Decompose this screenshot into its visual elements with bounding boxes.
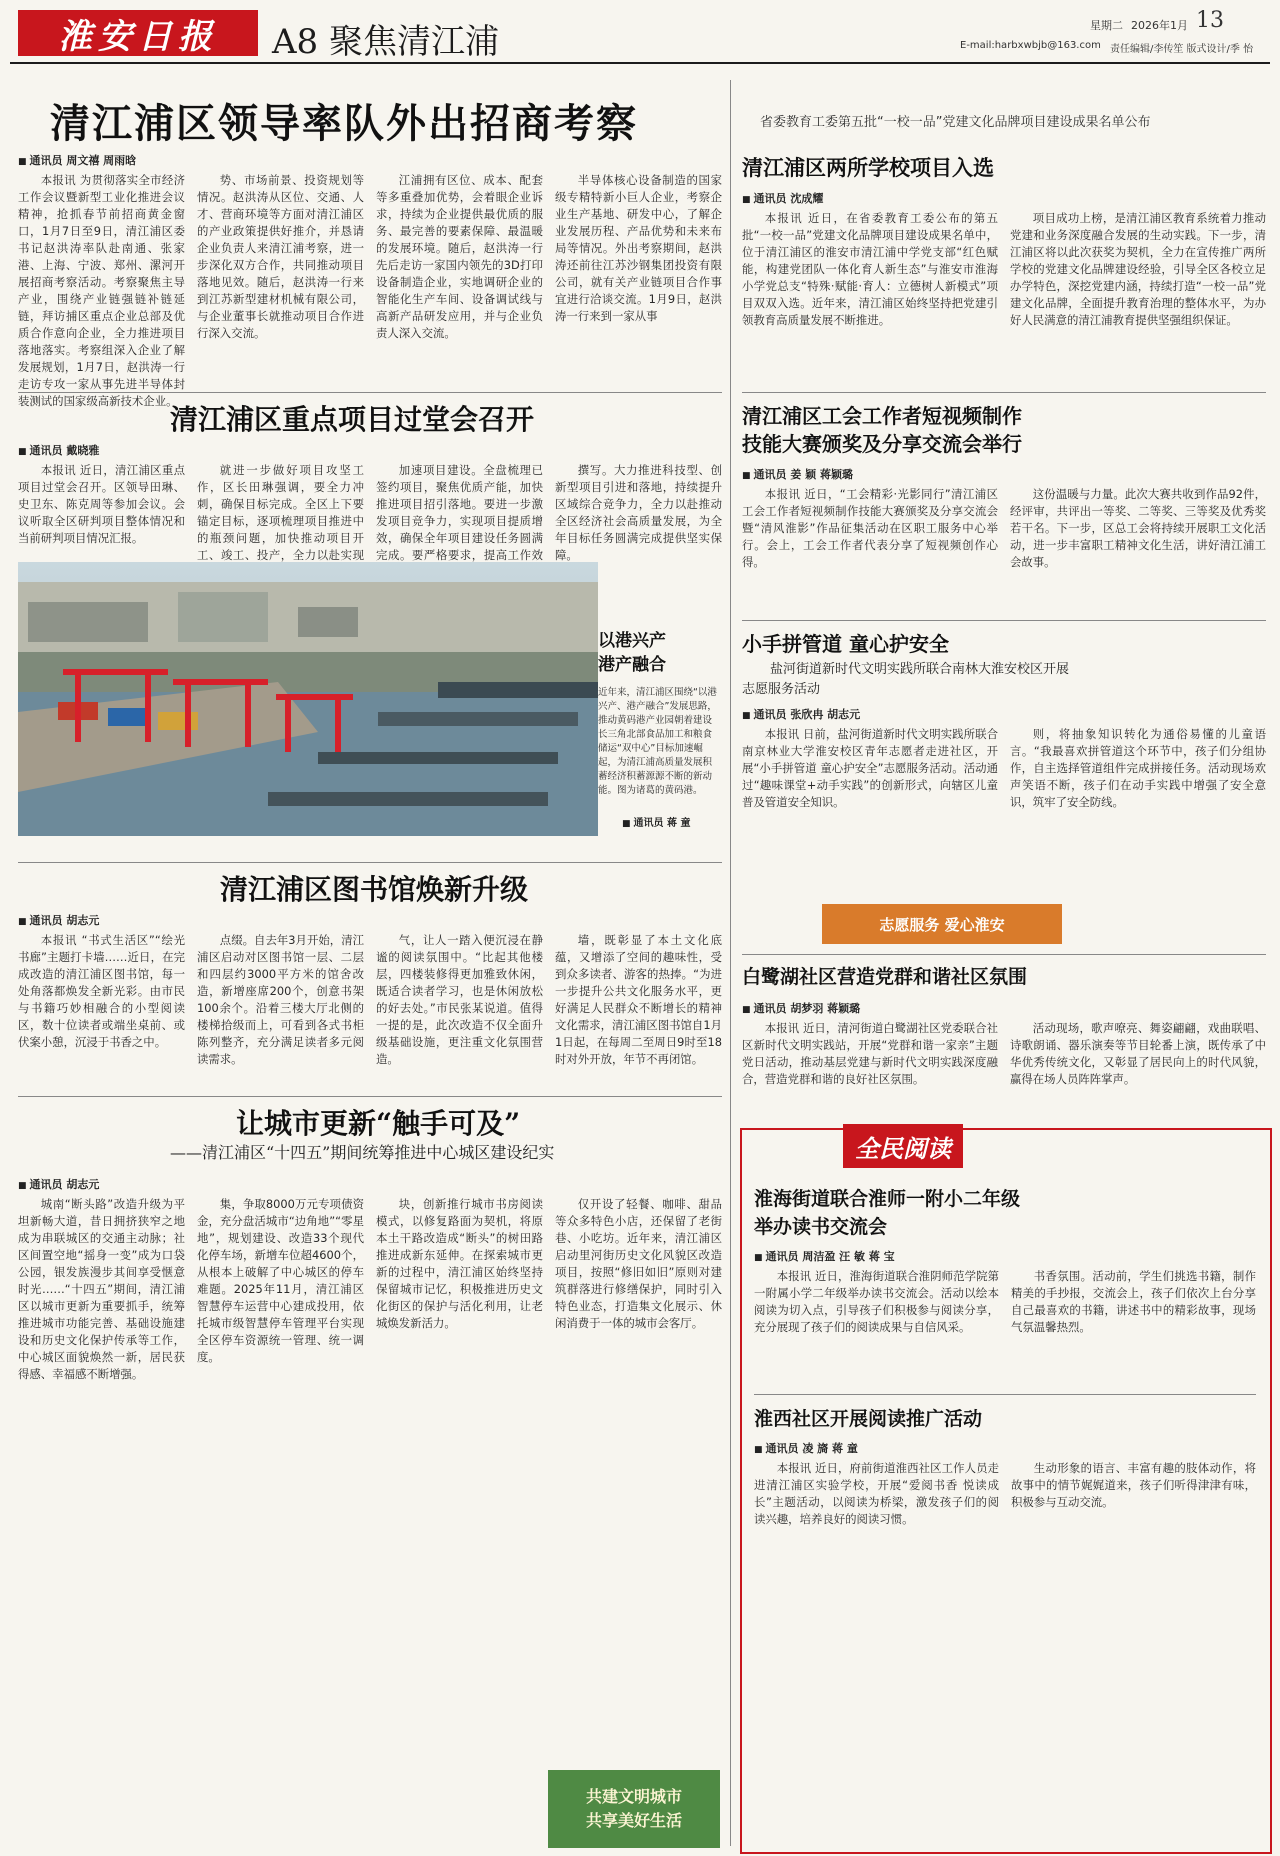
right1-kicker: 省委教育工委第五批“一校一品”党建文化品牌项目建设成果名单公布: [760, 115, 1151, 130]
reading1-byline: ■ 通讯员 周洁盈 汪 敏 蒋 宝: [754, 1248, 895, 1264]
article3-byline: ■ 通讯员 胡志元: [18, 912, 99, 928]
article2-col: 本报讯 近日，清江浦区重点项目过堂会召开。区领导田琳、史卫东、陈克周等参加会议。会议听取全区研判项目整体情况和当前研判项目情况汇报。: [18, 463, 185, 545]
reading1-headline-line2: 举办读书交流会: [754, 1216, 888, 1238]
right4-col: 本报讯 近日，清河街道白鹭湖社区党委联合社区新时代文明实践站，开展“党群和谐一家亲”主题党日活动，推动基层党建与新时代文明实践深度融合，营造党群和谐的良好社区氛围。: [742, 1021, 998, 1086]
right4-col: 活动现场，歌声嘹亮、舞姿翩翩，戏曲联唱、诗歌朗诵、器乐演奏等节目轮番上演，既传承了中华优秀传统文化，又彰显了居民向上的时代风貌，赢得在场人员阵阵掌声。: [1010, 1021, 1266, 1086]
section-divider: [18, 862, 722, 863]
article3-col: 气，让人一踏入便沉浸在静谧的阅读氛围中。“比起其他楼层，四楼装修得更加雅致休闲，既适合读者学习，也是休闲放松的好去处。”市民张某说道。值得一提的是，此次改造不仅全面升级基础设施，更注重文化氛围营造。: [376, 933, 543, 1066]
photo-title-line2: 港产融合: [598, 655, 666, 675]
right4-byline: ■ 通讯员 胡梦羽 蒋颖璐: [742, 1000, 860, 1016]
volunteer-banner: 志愿服务 爱心淮安: [822, 904, 1062, 944]
reading2-col: 生动形象的语言、丰富有趣的肢体动作，将故事中的情节娓娓道来，孩子们听得津津有味，积极参与互动交流。: [1011, 1461, 1256, 1509]
newspaper-logo: [18, 10, 258, 56]
masthead: [0, 0, 1280, 62]
article3-headline: 清江浦区图书馆焕新升级: [220, 873, 529, 906]
newspaper-name: 淮安日报: [58, 16, 218, 57]
article1-headline: 清江浦区领导率队外出招商考察: [50, 100, 638, 147]
right2-byline: ■ 通讯员 姜 颖 蒋颖璐: [742, 466, 853, 482]
article1-byline: ■ 通讯员 周文禧 周雨晗: [18, 152, 136, 168]
article2-headline: 清江浦区重点项目过堂会召开: [170, 403, 535, 436]
right1-byline: ■ 通讯员 沈成耀: [742, 190, 823, 206]
weekday: 星期二: [1090, 19, 1123, 32]
article1-body: [18, 172, 722, 408]
article4-byline: ■ 通讯员 胡志元: [18, 1176, 99, 1192]
reading1-col: 本报讯 近日，淮海街道联合淮阴师范学院第一附属小学二年级举办读书交流会。活动以绘本阅读为切入点，引导孩子们积极参与阅读分享，充分展现了孩子们的阅读成果与自信风采。: [754, 1269, 999, 1334]
article3-col: 墙，既彰显了本土文化底蕴，又增添了空间的趣味性，受到众多读者、游客的热捧。“为进一步提升公共文化服务水平，更好满足人民群众不断增长的精神文化需求，清江浦区图书馆自1月1日起，在每周二至周日9时至18时对外开放，年节不再闭馆。: [555, 933, 722, 1066]
article3-col: 本报讯 “书式生活区”“绘光书廊”主题打卡墙……近日，在完成改造的清江浦区图书馆，每一处角落都焕发全新光彩。由市民与书籍巧妙相融合的小型阅读区，数十位读者或端坐桌前、或伏案小憩，沉浸于书香之中。: [18, 933, 185, 1049]
reading1-body: [754, 1268, 1256, 1388]
page-section-label: A8 聚焦清江浦: [272, 22, 499, 62]
right2-body: [742, 486, 1266, 616]
reading2-body: [754, 1460, 1256, 1840]
date: 2026年1月: [1131, 19, 1188, 32]
article2-col: 撰写。大力推进科技型、创新型项目引进和落地，持续提升区域综合竞争力，全力以赴推动全区经济社会高质量发展，为全年目标任务圆满完成提供坚实保障。: [555, 463, 722, 562]
right3-col: 本报讯 日前，盐河街道新时代文明实践所联合南京林业大学淮安校区青年志愿者走进社区，开展“小手拼管道 童心护安全”志愿服务活动。活动通过“趣味课堂+动手实践”的创新形式，向辖区儿童普及管道安全知识。: [742, 727, 998, 809]
section-divider: [18, 392, 722, 393]
photo-caption: [598, 562, 722, 836]
article4-col: 城南“断头路”改造升级为平坦新畅大道，昔日拥挤狭窄之地成为串联城区的交通主动脉；社区间置空地“摇身一变”成为口袋公园，银发族漫步其间享受惬意时光……“十四五”期间，清江浦区以城市更新为重要抓手，统筹推进城市功能完善、基础设施建设和历史文化保护传承等工作，中心城区面貌焕然一新，居民获得感、幸福感不断增强。: [18, 1197, 185, 1381]
article3-body: [18, 932, 722, 1088]
right4-body: [742, 1020, 1266, 1116]
civilization-banner: [548, 1770, 720, 1848]
page-number: 13: [1196, 8, 1224, 33]
article4-body: [18, 1196, 722, 1762]
right3-headline: 小手拼管道 童心护安全: [742, 632, 949, 656]
article3-col: 点缀。自去年3月开始，清江浦区启动对区图书馆一层、二层和四层约3000平方米的馆舍改造，新增座席200个，创意书架100余个。沿着三楼大厅北侧的楼梯拾级而上，可看到各式书柜陈列整齐，充分满足读者多元阅读需求。: [197, 933, 364, 1066]
right2-col: 本报讯 近日，“工会精彩·光影同行”清江浦区工会工作者短视频制作技能大赛颁奖及分享交流会暨“清风淮影”作品征集活动在区职工服务中心举行。会上，工会工作者代表分享了短视频创作心得。: [742, 487, 998, 569]
article1-col: 本报讯 为贯彻落实全市经济工作会议暨新型工业化推进会议精神，抢抓春节前招商黄金窗口，1月7日至9日，清江浦区委书记赵洪涛率队赴南通、张家港、上海、宁波、郑州、漯河开展招商考察活动。考察聚焦主导产业，围绕产业链强链补链延链，拜访捕区重点企业总部及优质合作意向企业，全力推进项目落地落实。考察组深入企业了解发展规划，1月7日，赵洪涛一行走访专攻一家从事先进半导体封装测试的国家级高新技术企业。: [18, 173, 185, 408]
right3-byline: ■ 通讯员 张欣冉 胡志元: [742, 706, 860, 722]
article4-subtitle: ——清江浦区“十四五”期间统筹推进中心城区建设纪实: [170, 1143, 555, 1162]
reading2-col: 本报讯 近日，府前街道淮西社区工作人员走进清江浦区实验学校，开展“爱阅书香 悦读成长”主题活动，以阅读为桥梁，激发孩子们的阅读兴趣，培养良好的阅读习惯。: [754, 1461, 999, 1526]
right1-body: [742, 210, 1266, 388]
issue-date: [1090, 8, 1224, 33]
right3-subtitle-line1: 盐河街道新时代文明实践所联合南林大淮安校区开展: [770, 662, 1070, 677]
port-photo-illustration: [18, 562, 598, 836]
civ-banner-line1: 共建文明城市: [585, 1787, 682, 1806]
article2-col: 就进一步做好项目攻坚工作，区长田琳强调，要全力冲刺，确保目标完成。全区上下要锚定目标，逐项梳理项目推进中的瓶颈问题，加快推动项目开工、竣工、投产，全力以赴实现: [197, 463, 364, 562]
right2-headline-line1: 清江浦区工会工作者短视频制作: [742, 404, 1022, 428]
port-photo: [18, 562, 598, 836]
section-divider: [742, 954, 1266, 955]
section-divider: [742, 392, 1266, 393]
contact-email: E-mail:harbxwbjb@163.com: [960, 40, 1101, 51]
right3-body: [742, 726, 1266, 896]
article2-byline: ■ 通讯员 戴晓雅: [18, 442, 99, 458]
right3-subtitle-line2: 志愿服务活动: [742, 682, 821, 697]
photo-title-line1: 以港兴产: [598, 631, 666, 651]
reading2-byline: ■ 通讯员 凌 旖 蒋 童: [754, 1440, 858, 1456]
right1-headline: 清江浦区两所学校项目入选: [742, 155, 994, 180]
civ-banner-line2: 共享美好生活: [585, 1811, 682, 1830]
article4-headline: 让城市更新“触手可及”: [236, 1107, 521, 1140]
reading1-headline-line1: 淮海街道联合淮师一附小二年级: [754, 1188, 1021, 1210]
column-divider: [730, 80, 731, 1846]
editor-credits: 责任编辑/李传笙 版式设计/季 怡: [1110, 44, 1254, 55]
reading-badge: 全民阅读: [843, 1124, 963, 1168]
article4-col: 块，创新推行城市书房阅读模式，以修复路面为契机，将原本土干路改造成“断头”的树田路推进成新东延伸。在探索城市更新的过程中，清江浦区始终坚持保留城市记忆，积极推进历史文化街区的保护与活化利用，让老城焕发新活力。: [376, 1197, 543, 1330]
right2-headline-line2: 技能大赛颁奖及分享交流会举行: [742, 432, 1022, 456]
article4-col: 仅开设了轻餐、咖啡、甜品等众多特色小店，还保留了老街巷、小吃坊。近年来，清江浦区启动里河街历史文化风貌区改造项目，按照“修旧如旧”原则对建筑群落进行修缮保护，同时引入特色业态，打造集文化展示、休闲消费于一体的城市会客厅。: [555, 1197, 722, 1330]
article2-body: [18, 462, 722, 562]
section-divider: [18, 1096, 722, 1097]
right2-col: 这份温暖与力量。此次大赛共收到作品92件，经评审，共评出一等奖、二等奖、三等奖及优秀奖若干名。下一步，区总工会将持续开展职工文化活动，进一步丰富职工精神文化生活，讲好清江浦工会故事。: [1010, 487, 1266, 569]
article4-col: 集，争取8000万元专项债资金，充分盘活城市“边角地”“零星地”，规划建设、改造33个现代化停车场，新增车位超4600个，从根本上破解了中心城区的停车难题。2025年11月，清江浦区智慧停车运营中心建成投用，依托城市级智慧停车管理平台实现全区停车资源统一管理、统一调度。: [197, 1197, 364, 1364]
photo-byline: ■ 通讯员 蒋 童: [622, 814, 690, 829]
photo-caption-text: 近年来，清江浦区围绕“以港兴产、港产融合”发展思路，推动黄码港产业园朝着建设长三角北部食品加工和粮食储运“双中心”目标加速崛起，为清江浦高质量发展积蓄经济积蓄源源不断的新动能。图为诸葛的黄码港。: [598, 687, 717, 796]
right1-col: 项目成功上榜，是清江浦区教育系统着力推动党建和业务深度融合发展的生动实践。下一步，清江浦区将以此次获奖为契机，全力在宣传推广两所学校的党建文化品牌建设经验，引导全区各校立足办学特色，深挖党建内涵，持续打造“一校一品”党建文化品牌，全面提升教育治理的整体水平，为办好人民满意的清江浦教育提供坚强组织保证。: [1010, 211, 1266, 327]
reading1-col: 书香氛围。活动前，学生们挑选书籍，制作精美的手抄报，交流会上，孩子们依次上台分享自己最喜欢的书籍，讲述书中的精彩故事，现场气氛温馨热烈。: [1011, 1269, 1256, 1334]
right3-col: 则，将抽象知识转化为通俗易懂的儿童语言。“我最喜欢拼管道这个环节中，孩子们分组协作，自主选择管道组件完成拼接任务。活动现场欢声笑语不断，孩子们在动手实践中增强了安全意识，筑牢了安全防线。: [1010, 727, 1266, 809]
right1-col: 本报讯 近日，在省委教育工委公布的第五批“一校一品”党建文化品牌项目建设成果名单中，位于清江浦区的淮安市清江浦中学党支部“红色赋能，构建党团队一体化育人新生态”与淮安市淮海小学党总支“特殊·赋能·育人：立德树人新模式”项目双双入选。近年来，清江浦区始终坚持把党建引领教育高质量发展不断推进。: [742, 211, 998, 327]
section-divider: [742, 620, 1266, 621]
right4-headline: 白鹭湖社区营造党群和谐社区氛围: [742, 966, 1028, 988]
article1-col: 半导体核心设备制造的国家级专精特新小巨人企业，考察企业生产基地、研发中心，了解企业发展历程、产品优势和未来布局等情况。外出考察期间，赵洪涛还前往江苏沙钢集团投资有限公司，就有关产业链项目合作事宜进行洽谈交流。1月9日，赵洪涛一行来到一家从事: [555, 173, 722, 323]
article2-col: 加速项目建设。全盘梳理已签约项目，聚焦优质产能，加快推进项目招引落地。要进一步激发项目竞争力，实现项目提质增效，确保全年项目建设任务圆满完成。要严格要求，提高工作效: [376, 463, 543, 562]
masthead-rule: [10, 62, 1270, 64]
article1-col: 势、市场前景、投资规划等情况。赵洪涛从区位、交通、人才、营商环境等方面对清江浦区的产业政策提供好推介，并恳请企业负责人来清江浦考察，进一步深化双方合作，共同推动项目落地见效。随后，赵洪涛一行来到江苏新型建材机械有限公司，与企业董事长就推动项目合作进行深入交流。: [197, 173, 364, 340]
reading2-headline: 淮西社区开展阅读推广活动: [754, 1408, 983, 1430]
section-divider: [754, 1394, 1256, 1395]
article1-col: 江浦拥有区位、成本、配套等多重叠加优势，会着眼企业诉求，持续为企业提供最优质的服务、最完善的要素保障、最温暖的发展环境。随后，赵洪涛一行先后走访一家国内领先的3D打印设备制造企业，实地调研企业的智能化生产车间、设备调试线与高新产品研发应用，并与企业负责人深入交流。: [376, 173, 543, 340]
